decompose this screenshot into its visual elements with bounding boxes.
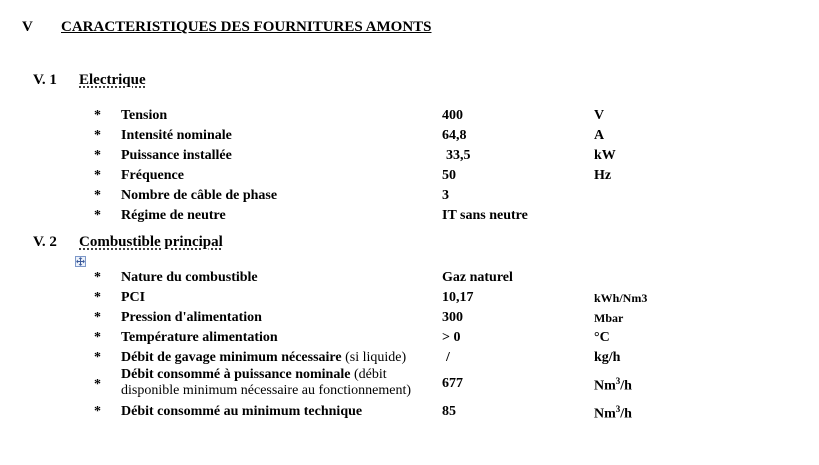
row-value: 677 [442,376,463,391]
bullet: * [94,404,101,419]
row-value: 300 [442,310,463,325]
row-label: Débit consommé au minimum technique [121,404,363,419]
row-unit: kW [594,148,616,163]
row-value: 50 [442,168,456,183]
row-unit: kWh/Nm3 [594,291,648,305]
row-label: Débit consommé à puissance nominale [121,367,351,382]
row-label: Température alimentation [121,330,278,345]
bullet: * [94,270,101,285]
row-label: Intensité nominale [121,128,232,143]
row-value: / [446,350,450,365]
row-unit: Mbar [594,311,624,325]
row-label: Nature du combustible [121,270,258,285]
row-label: PCI [121,290,146,305]
row-label: Puissance installée [121,148,232,163]
bullet: * [94,350,101,365]
row-label: Fréquence [121,168,184,183]
section-1-title: Electrique [79,72,146,88]
bullet: * [94,208,101,223]
row-unit: V [594,108,605,123]
row-value: 85 [442,404,456,419]
bullet: * [94,188,101,203]
bullet: * [94,108,101,123]
row-value: > 0 [442,330,461,345]
row-value: IT sans neutre [442,208,528,223]
row-label-group [121,367,387,383]
row-unit: Hz [594,168,612,183]
row-label: Nombre de câble de phase [121,188,278,203]
bullet: * [94,310,101,325]
row-label: Régime de neutre [121,208,226,223]
row-unit: Nm$^3$/h [594,376,632,394]
section-2-title: Combustible principal [79,234,223,250]
move-arrows-icon [76,257,85,266]
bullet: * [94,290,101,305]
row-value: 400 [442,108,463,123]
move-handle-icon[interactable] [75,256,86,267]
row-unit: A [594,128,605,143]
row-unit: kg/h [594,350,621,365]
row-label: Tension [121,108,168,123]
bullet: * [94,330,101,345]
row-value: 10,17 [442,290,474,305]
heading-title: CARACTERISTIQUES DES FOURNITURES AMONTS [61,19,432,35]
row-label-line2: disponible minimum nécessaire au fonctionnement) [121,383,412,398]
bullet: * [94,148,101,163]
row-unit: °C [594,330,610,345]
bullet: * [94,168,101,183]
row-label: Débit de gavage minimum nécessaire [121,350,342,365]
row-label-note: (débit [353,367,387,382]
row-value: 3 [442,188,449,203]
bullet: * [94,377,101,392]
section-1-number: V. 1 [33,72,57,88]
row-value: 64,8 [442,128,467,143]
row-label-note: (si liquide) [345,350,407,365]
row-label: Pression d'alimentation [121,310,262,325]
row-value: Gaz naturel [442,270,513,285]
heading-number: V [22,19,33,35]
bullet: * [94,128,101,143]
row-label-group [121,350,406,366]
row-unit: Nm$^3$/h [594,404,632,422]
section-2-number: V. 2 [33,234,57,250]
row-value: 33,5 [446,148,471,163]
